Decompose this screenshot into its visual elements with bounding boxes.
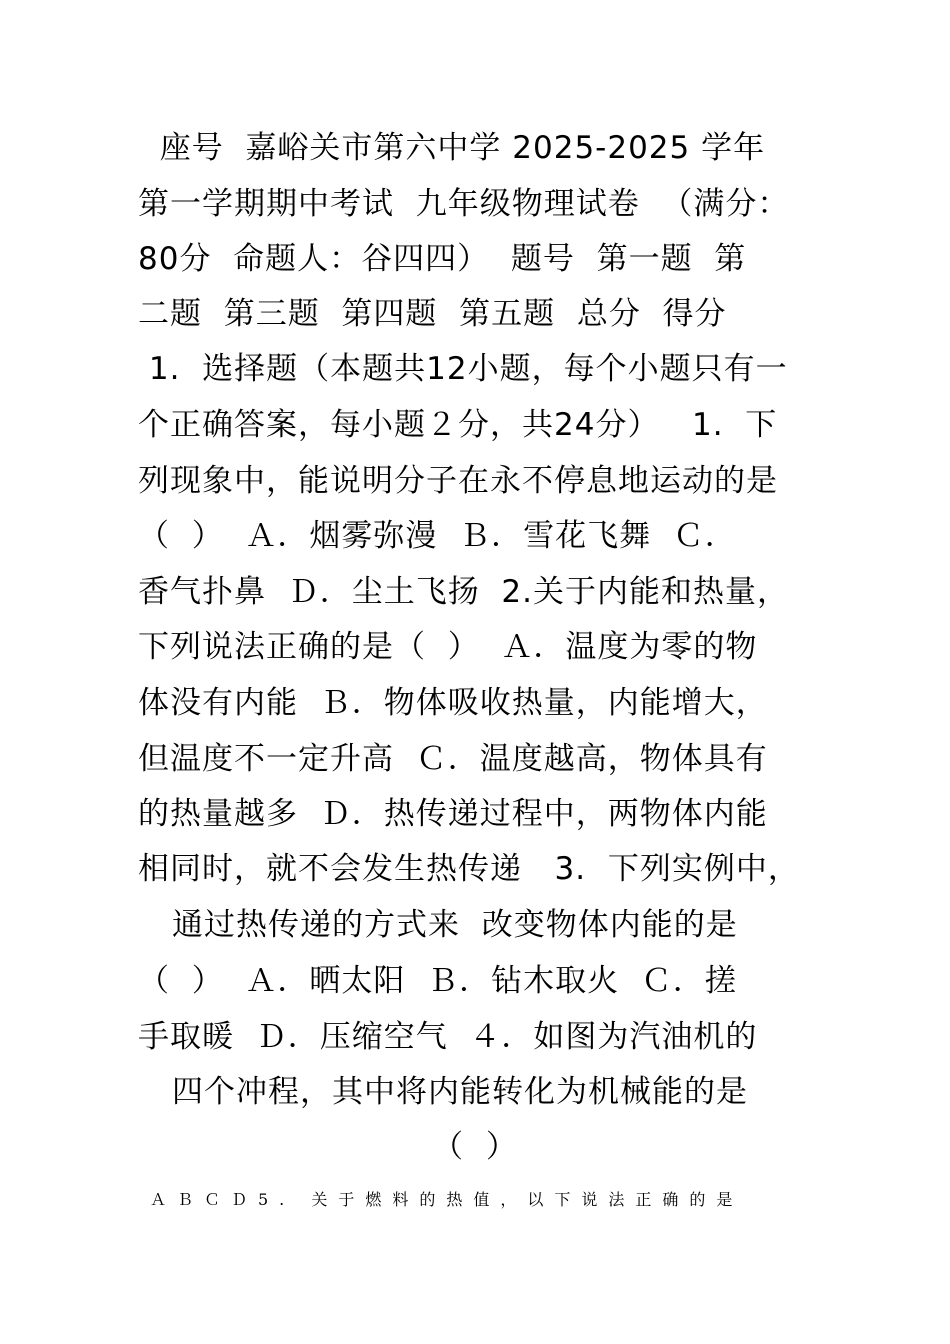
text-line-16: （ ） Ａ．晒太阳 Ｂ．钻木取火 Ｃ．搓 [138, 963, 737, 999]
text-line-11: 体没有内能 Ｂ．物体吸收热量，内能增大， [138, 685, 768, 721]
text-line-17: 手取暖 Ｄ．压缩空气 ４．如图为汽油机的 [138, 1019, 758, 1055]
text-line-8: （ ） Ａ．烟雾弥漫 Ｂ．雪花飞舞 Ｃ． [138, 518, 737, 554]
text-line-15: 通过热传递的方式来 改变物体内能的是 [172, 907, 738, 943]
text-line-10: 下列说法正确的是（ ） Ａ．温度为零的物 [138, 629, 758, 665]
text-line-1: 座号 嘉峪关市第六中学 2025-2025 学年 [138, 130, 766, 166]
text-line-3: 80分 命题人：谷四四） 题号 第一题 第 [138, 241, 747, 277]
text-line-13: 的热量越多 Ｄ．热传递过程中，两物体内能 [138, 796, 768, 832]
text-line-18: 四个冲程，其中将内能转化为机械能的是 [172, 1074, 748, 1110]
text-line-14: 相同时，就不会发生热传递 3. 下列实例中， [138, 851, 800, 887]
text-line-9: 香气扑鼻 Ｄ．尘土飞扬 2.关于内能和热量， [138, 574, 789, 610]
text-line-12: 但温度不一定升高 Ｃ．温度越高，物体具有 [138, 741, 768, 777]
text-line-4: 二题 第三题 第四题 第五题 总分 得分 [138, 296, 727, 332]
text-line-footer: ＡＢＣＤ5. 关于燃料的热值，以下说法正确的是 [150, 1190, 744, 1209]
text-line-2: 第一学期期中考试 九年级物理试卷 （满分： [138, 186, 790, 222]
text-line-5: 1. 选择题（本题共12小题，每个小题只有一 [138, 351, 788, 387]
text-line-19: （ ） [432, 1129, 518, 1165]
text-line-7: 列现象中，能说明分子在永不停息地运动的是 [138, 463, 778, 499]
text-line-6: 个正确答案，每小题２分，共24分） 1. 下 [138, 407, 778, 443]
